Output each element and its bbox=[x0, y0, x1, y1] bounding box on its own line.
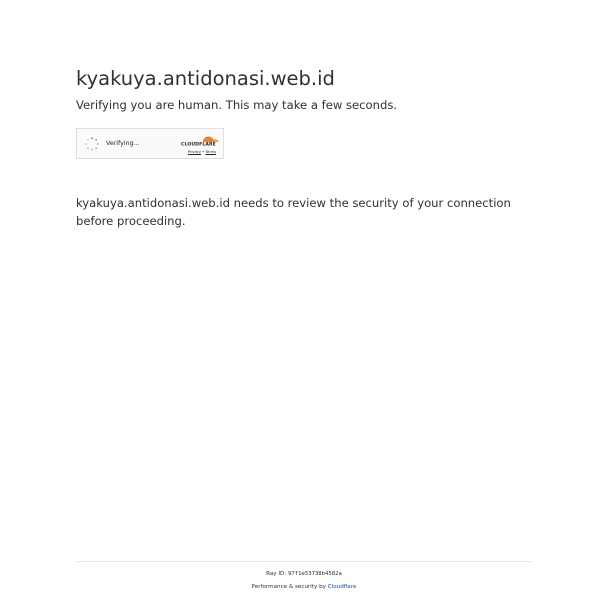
performance-text: Performance & security by bbox=[251, 584, 328, 590]
loading-spinner-icon bbox=[85, 137, 99, 151]
security-description: kyakuya.antidonasi.web.id needs to review the security of your connection before proceeding. bbox=[76, 196, 511, 228]
performance-line bbox=[0, 583, 600, 591]
cloudflare-link[interactable]: Cloudflare bbox=[327, 584, 357, 590]
terms-link[interactable]: Terms bbox=[205, 150, 216, 154]
page-subtitle: Verifying you are human. This may take a few seconds. bbox=[76, 98, 398, 112]
footer-divider bbox=[76, 561, 532, 562]
ray-id-line bbox=[0, 570, 600, 578]
page-title: kyakuya.antidonasi.web.id bbox=[76, 67, 335, 90]
cloudflare-cloud-icon bbox=[203, 137, 219, 143]
link-separator: • bbox=[202, 150, 205, 154]
widget-links bbox=[188, 149, 216, 155]
ray-id-label: Ray ID: bbox=[266, 571, 288, 577]
svg-text:CLOUDFLARE: CLOUDFLARE bbox=[181, 142, 216, 148]
main-content bbox=[76, 66, 532, 113]
verifying-status: Verifying... bbox=[106, 140, 140, 147]
privacy-link[interactable]: Privacy bbox=[187, 150, 201, 154]
turnstile-widget[interactable] bbox=[76, 128, 224, 159]
cloudflare-logo bbox=[181, 134, 219, 148]
ray-id-value: 97f1e53738b4582a bbox=[288, 571, 342, 577]
